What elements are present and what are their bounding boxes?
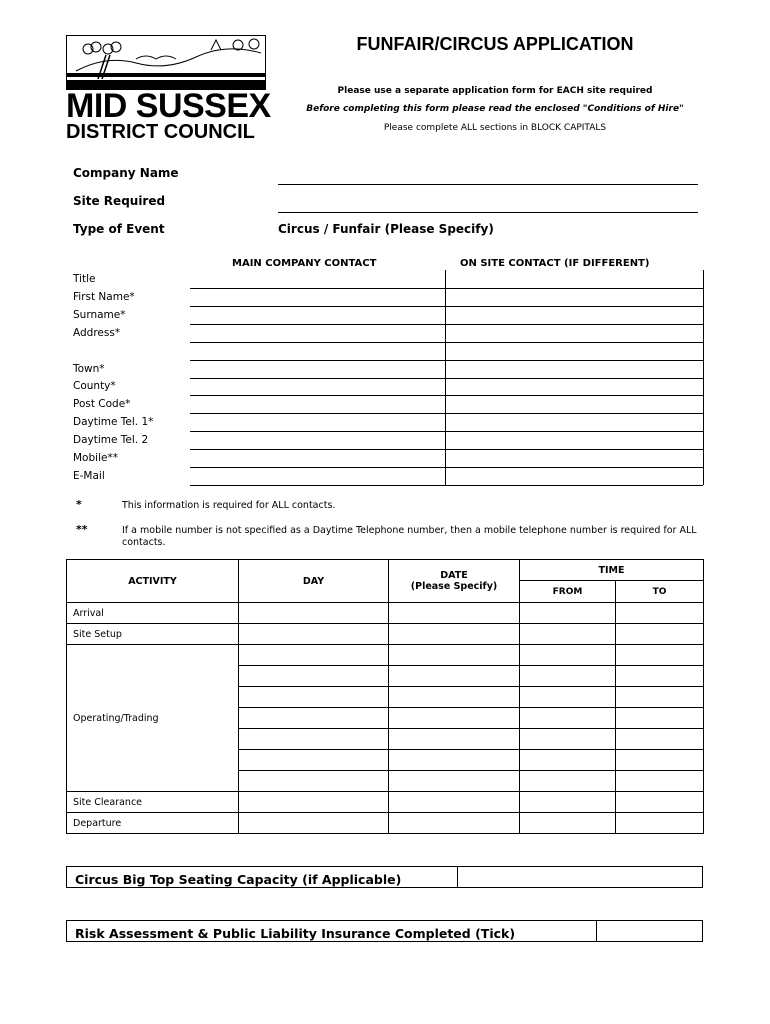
row-label-clearance: Site Clearance xyxy=(67,792,239,813)
from-cell[interactable] xyxy=(520,645,616,666)
activity-header: ACTIVITY xyxy=(67,560,239,603)
row-label-arrival: Arrival xyxy=(67,603,239,624)
risk-assessment-row xyxy=(66,920,703,942)
to-header: TO xyxy=(616,581,704,603)
to-cell[interactable] xyxy=(616,624,704,645)
date-cell[interactable] xyxy=(389,687,520,708)
main-contact-input-line[interactable] xyxy=(190,485,445,486)
site-contact-input-line[interactable] xyxy=(445,306,703,307)
contact-label: Address* xyxy=(73,326,121,339)
to-cell[interactable] xyxy=(616,792,704,813)
note2-text: If a mobile number is not specified as a Daytime Telephone number, then a mobile telephone number is required for ALL contacts. xyxy=(122,525,697,548)
to-cell[interactable] xyxy=(616,603,704,624)
from-cell[interactable] xyxy=(520,729,616,750)
from-cell[interactable] xyxy=(520,792,616,813)
time-header: TIME xyxy=(520,560,704,581)
day-cell[interactable] xyxy=(239,603,389,624)
main-contact-heading: MAIN COMPANY CONTACT xyxy=(232,258,377,269)
day-header: DAY xyxy=(239,560,389,603)
day-cell[interactable] xyxy=(239,813,389,834)
instruction-conditions: Before completing this form please read the enclosed "Conditions of Hire" xyxy=(306,104,684,114)
contact-label: Mobile** xyxy=(73,452,118,464)
seating-capacity-field[interactable] xyxy=(458,867,702,887)
contact-label: E-Mail xyxy=(73,469,105,482)
council-logo-illustration xyxy=(66,35,266,90)
from-cell[interactable] xyxy=(520,813,616,834)
note1-text: This information is required for ALL contacts. xyxy=(122,500,336,511)
date-cell[interactable] xyxy=(389,813,520,834)
site-contact-input-line[interactable] xyxy=(445,395,703,396)
to-cell[interactable] xyxy=(616,729,704,750)
main-contact-input-line[interactable] xyxy=(190,378,445,379)
date-cell[interactable] xyxy=(389,666,520,687)
day-cell[interactable] xyxy=(239,771,389,792)
type-of-event-label: Type of Event xyxy=(73,222,165,236)
from-cell[interactable] xyxy=(520,666,616,687)
from-cell[interactable] xyxy=(520,750,616,771)
day-cell[interactable] xyxy=(239,624,389,645)
main-contact-input-line[interactable] xyxy=(190,288,445,289)
main-contact-input-line[interactable] xyxy=(190,306,445,307)
date-cell[interactable] xyxy=(389,771,520,792)
table-row xyxy=(67,603,704,624)
activity-table xyxy=(66,559,704,834)
main-contact-input-line[interactable] xyxy=(190,324,445,325)
contact-label: First Name* xyxy=(73,290,135,303)
site-contact-input-line[interactable] xyxy=(445,413,703,414)
to-cell[interactable] xyxy=(616,687,704,708)
contact-label: Daytime Tel. 2 xyxy=(73,434,149,447)
contact-label: Title xyxy=(73,273,96,285)
risk-assessment-tick-box[interactable] xyxy=(597,921,702,941)
site-contact-input-line[interactable] xyxy=(445,431,703,432)
table-row xyxy=(67,792,704,813)
contact-label: County* xyxy=(73,380,116,393)
site-required-field[interactable] xyxy=(278,212,698,213)
main-contact-input-line[interactable] xyxy=(190,467,445,468)
date-cell[interactable] xyxy=(389,708,520,729)
site-contact-input-line[interactable] xyxy=(445,324,703,325)
contact-label: Surname* xyxy=(73,308,126,321)
main-contact-input-line[interactable] xyxy=(190,395,445,396)
main-contact-input-line[interactable] xyxy=(190,413,445,414)
instruction-separate-form: Please use a separate application form for EACH site required xyxy=(337,86,653,96)
site-contact-input-line[interactable] xyxy=(445,485,703,486)
contact-label: Town* xyxy=(73,362,105,375)
instruction-block-capitals: Please complete ALL sections in BLOCK CAPITALS xyxy=(383,123,607,133)
date-cell[interactable] xyxy=(389,750,520,771)
type-of-event-value[interactable]: Circus / Funfair (Please Specify) xyxy=(278,222,494,236)
main-contact-input-line[interactable] xyxy=(190,449,445,450)
from-cell[interactable] xyxy=(520,771,616,792)
to-cell[interactable] xyxy=(616,666,704,687)
risk-assessment-label: Risk Assessment & Public Liability Insurance Completed (Tick) xyxy=(75,926,516,941)
row-label-setup: Site Setup xyxy=(67,624,239,645)
date-cell[interactable] xyxy=(389,645,520,666)
seating-capacity-label: Circus Big Top Seating Capacity (if Applicable) xyxy=(75,872,402,887)
council-subname: DISTRICT COUNCIL xyxy=(66,121,255,143)
from-cell[interactable] xyxy=(520,708,616,729)
note2-symbol: ** xyxy=(76,523,88,536)
date-header-title: DATE xyxy=(440,570,468,581)
from-cell[interactable] xyxy=(520,603,616,624)
site-contact-input-line[interactable] xyxy=(445,378,703,379)
day-cell[interactable] xyxy=(239,729,389,750)
day-cell[interactable] xyxy=(239,645,389,666)
day-cell[interactable] xyxy=(239,708,389,729)
date-cell[interactable] xyxy=(389,603,520,624)
page-title: FUNFAIR/CIRCUS APPLICATION xyxy=(356,34,634,54)
main-contact-input-line[interactable] xyxy=(190,431,445,432)
date-header xyxy=(389,560,520,603)
table-row xyxy=(67,813,704,834)
company-name-label: Company Name xyxy=(73,166,179,180)
table-row xyxy=(67,624,704,645)
to-cell[interactable] xyxy=(616,750,704,771)
main-contact-input-line[interactable] xyxy=(190,360,445,361)
site-contact-input-line[interactable] xyxy=(445,288,703,289)
row-label-operating: Operating/Trading xyxy=(67,645,239,792)
from-cell[interactable] xyxy=(520,687,616,708)
to-cell[interactable] xyxy=(616,708,704,729)
from-cell[interactable] xyxy=(520,624,616,645)
site-contact-input-line[interactable] xyxy=(445,449,703,450)
site-contact-input-line[interactable] xyxy=(445,360,703,361)
day-cell[interactable] xyxy=(239,750,389,771)
to-cell[interactable] xyxy=(616,645,704,666)
date-cell[interactable] xyxy=(389,792,520,813)
table-row xyxy=(67,645,704,666)
seating-capacity-row xyxy=(66,866,703,888)
date-header-sub: (Please Specify) xyxy=(410,581,498,592)
site-contact-input-line[interactable] xyxy=(445,467,703,468)
date-cell[interactable] xyxy=(389,729,520,750)
day-cell[interactable] xyxy=(239,792,389,813)
site-contact-input-line[interactable] xyxy=(445,342,703,343)
site-required-label: Site Required xyxy=(73,194,166,208)
company-name-field[interactable] xyxy=(278,184,698,185)
from-header: FROM xyxy=(520,581,616,603)
note1-symbol: * xyxy=(76,498,82,511)
contact-label: Daytime Tel. 1* xyxy=(73,416,154,429)
day-cell[interactable] xyxy=(239,666,389,687)
to-cell[interactable] xyxy=(616,771,704,792)
row-label-departure: Departure xyxy=(67,813,239,834)
to-cell[interactable] xyxy=(616,813,704,834)
main-contact-input-line[interactable] xyxy=(190,342,445,343)
date-cell[interactable] xyxy=(389,624,520,645)
contact-right-border xyxy=(703,270,704,485)
site-contact-heading: ON SITE CONTACT (IF DIFFERENT) xyxy=(460,258,650,269)
day-cell[interactable] xyxy=(239,687,389,708)
contact-label: Post Code* xyxy=(73,398,131,411)
council-name: MID SUSSEX xyxy=(66,87,271,125)
